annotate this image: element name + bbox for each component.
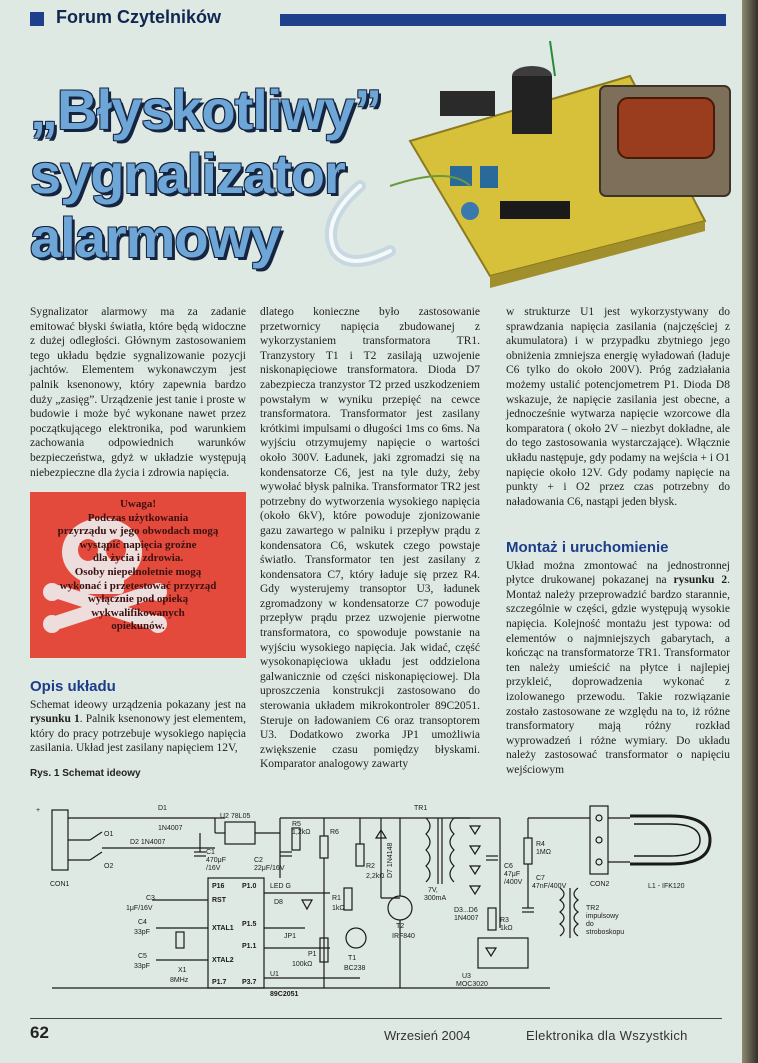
d8-led xyxy=(302,900,312,909)
small-capacitor xyxy=(480,166,498,188)
label-t2-value: IRF840 xyxy=(392,933,415,940)
tr1-secondary xyxy=(450,818,454,882)
label-jp1: JP1 xyxy=(284,933,297,940)
label-c3-value: 1μF/16V xyxy=(126,905,153,912)
opis-text: Schemat ideowy urządzenia pokazany jest na xyxy=(30,698,246,711)
u3-optocoupler xyxy=(478,938,528,968)
warning-line: wystąpić napięcia groźne xyxy=(79,538,197,551)
headline-line-1: „Błyskotliwy” xyxy=(30,78,382,141)
warning-line: wykwalifikowanych xyxy=(91,606,185,619)
r4-resistor xyxy=(524,838,532,864)
label-c7-value: 47nF/400V xyxy=(532,883,567,890)
label-p1-value: 100kΩ xyxy=(292,961,313,968)
label-d2: D2 1N4007 xyxy=(130,839,166,846)
xenon-tube xyxy=(331,186,390,261)
middle-column xyxy=(260,305,480,772)
section-title: Forum Czytelników xyxy=(56,7,222,27)
label-o2: O2 xyxy=(104,863,114,870)
label-c6-voltage: /400V xyxy=(504,879,523,886)
schematic-diagram xyxy=(30,788,730,1000)
trimmer-potentiometer xyxy=(461,202,479,220)
label-u1: U1 xyxy=(270,971,279,978)
label-r2: R2 xyxy=(366,863,375,870)
headline-line-2: sygnalizator xyxy=(30,142,345,205)
label-c7: C7 xyxy=(536,875,545,882)
figure-reference: rysunku 1 xyxy=(30,713,80,726)
section-rule xyxy=(280,14,726,26)
r1-resistor xyxy=(344,888,352,910)
relay-block xyxy=(440,91,495,116)
label-c1: C1 xyxy=(206,849,215,856)
opis-section xyxy=(30,680,246,756)
con2-connector xyxy=(590,806,608,874)
intro-paragraph: Sygnalizator alarmowy ma za zadanie emitować błyski światła, które będą widoczne z dużej odległości. Głównym zastosowaniem tego układu będzie sygnalizowanie pozycji jachtów. Elementem wykonawczym jest palnik ksenonowy, który zapewnia bardzo duży „zasięg”. Urządzenie jest tanie i proste w budowie i może być wykonane nawet przez początkującego elektronika, pod warunkiem zachowania odpowiednich warunków bezpieczeństwa, gdyż w układzie występują niebezpieczne dla życia i zdrowia napięcia. xyxy=(30,306,246,479)
label-c2: C2 xyxy=(254,857,263,864)
warning-line: przyrządu w jego obwodach mogą xyxy=(57,525,219,538)
section-header xyxy=(30,6,726,32)
x1-crystal xyxy=(176,932,184,948)
label-u3-value: MOC3020 xyxy=(456,981,488,988)
label-r2-value: 2,2kΩ xyxy=(366,873,385,880)
headline-line-3: alarmowy xyxy=(30,206,281,269)
tr2-secondary xyxy=(574,888,578,936)
label-p1: P1 xyxy=(308,951,317,958)
small-capacitor xyxy=(450,166,472,186)
label-pin-p15: P1.5 xyxy=(242,921,257,928)
label-r3: R3 xyxy=(500,917,509,924)
d3-diode xyxy=(470,826,480,834)
label-t1: T1 xyxy=(348,955,357,962)
d4-diode xyxy=(470,846,480,854)
label-r4: R4 xyxy=(536,841,545,848)
opis-text: . Palnik ksenonowy jest elementem, który do pracy potrzebuje wysokiego napięcia zasilania. Układ jest zasilany napięciem 12V, xyxy=(30,713,246,755)
figure-reference: rysunku 2 xyxy=(673,574,728,587)
label-tr1: TR1 xyxy=(414,805,428,812)
label-pin-xtal1: XTAL1 xyxy=(212,925,234,932)
warning-line: dla życia i zdrowia. xyxy=(92,552,184,565)
xenon-tube-symbol xyxy=(630,816,710,864)
label-r5: R5 xyxy=(292,821,301,828)
r3-resistor xyxy=(488,908,496,930)
montaz-section xyxy=(506,541,730,778)
label-x1: X1 xyxy=(178,967,187,974)
label-t2: T2 xyxy=(396,923,405,930)
label-o1: O1 xyxy=(104,831,114,838)
label-u2: U2 78L05 xyxy=(220,813,251,820)
footer-rule xyxy=(30,1018,722,1019)
label-c1-value: 470μF xyxy=(206,857,226,864)
label-d7: D7 1N4148 xyxy=(387,842,394,878)
label-pin-p11: P1.1 xyxy=(242,943,257,950)
label-u1-value: 89C2051 xyxy=(270,991,299,998)
label-pin-p17: P1.7 xyxy=(212,979,227,986)
t1-transistor xyxy=(346,928,366,948)
label-tr2-purpose: stroboskopu xyxy=(586,929,625,936)
label-c3: C3 xyxy=(146,895,155,902)
label-d8: D8 xyxy=(274,899,283,906)
label-pin-xtal2: XTAL2 xyxy=(212,957,234,964)
label-r6: R6 xyxy=(330,829,339,836)
transformer-coil xyxy=(618,98,714,158)
label-u3: U3 xyxy=(462,973,471,980)
section-marker xyxy=(30,12,44,26)
figure-caption: Rys. 1 Schemat ideowy xyxy=(30,768,141,779)
label-tr2-type: impulsowy xyxy=(586,913,619,920)
label-c6: C6 xyxy=(504,863,513,870)
label-tr1-voltage: 7V, xyxy=(428,887,438,894)
page-binding-edge xyxy=(742,0,758,1063)
label-pin-p37: P3.7 xyxy=(242,979,257,986)
r2-resistor xyxy=(356,844,364,866)
label-led: LED G xyxy=(270,883,292,890)
label-d1: D1 xyxy=(158,805,167,812)
warning-box xyxy=(30,492,246,658)
label-c2-value: 22μF/16V xyxy=(254,865,285,872)
label-c5-value: 33pF xyxy=(134,963,150,970)
label-c4-value: 33pF xyxy=(134,929,150,936)
label-con1: CON1 xyxy=(50,881,70,888)
right-column xyxy=(506,305,730,509)
u2-regulator xyxy=(225,822,255,844)
label-t1-value: BC238 xyxy=(344,965,366,972)
electrolytic-capacitor xyxy=(512,76,552,134)
montaz-text: Układ można zmontować na jednostronnej płytce drukowanej pokazanej na xyxy=(506,559,730,587)
label-con2: CON2 xyxy=(590,881,610,888)
label-l1: L1 - IFK120 xyxy=(648,883,685,890)
con1-connector xyxy=(52,810,68,870)
warning-text xyxy=(30,498,246,634)
tr1-primary xyxy=(426,818,430,882)
issue-date: Wrzesień 2004 xyxy=(384,1028,471,1043)
label-r1: R1 xyxy=(332,895,341,902)
warning-title: Uwaga! xyxy=(119,498,157,510)
label-tr2-for: do xyxy=(586,921,594,928)
label-pin-p10: P1.0 xyxy=(242,883,257,890)
wire xyxy=(550,41,555,76)
label-c5: C5 xyxy=(138,953,147,960)
warning-line: wykonać i przetestować przyrząd xyxy=(59,579,217,592)
middle-paragraph: dlatego konieczne było zastosowanie przetwornicy napięcia zbudowanej z wykorzystaniem transformatora TR1. Tranzystory T1 i T2 zasilają uzwojenie niskonapięciowe transformatora. Dioda D7 zabezpiecza tranzystor T2 przed uszkodzeniem powstałym w wyniku przepięć na cewce transformatora. Transformator jest zasilany krótkimi impulsami o długości 1ms co 6ms. Na wyjściu otrzymujemy napięcie o wartości około 300V. Ładunek, jaki zgromadzi się na kondensatorze C6, jest na tyle duży, żeby wywołać błysk palnika. Transformator TR2 jest potrzebny do wytworzenia wysokiego napięcia (około 6kV), które powoduje zjonizowanie gazu zawartego w palniku i przepływ prądu z kondensatora C6, wskutek czego powstaje światło. Transformator ten jest zasilany z kondensatora C7, który ładuje się przez R4. Gdy wysterujemy transoptor U3, ładunek zgromadzony w kondensatorze C7 powoduje przepływ prądu przez uzwojenie pierwotne transformatora, co spowoduje powstanie na wyjściu wysokiego napięcia. Jak widać, część wysokonapięciowa układu jest oddzielona galwanicznie od części niskonapięciowej. Dla uproszczenia konstrukcji zastosowano do sterowania układem mikrokontroler 89C2051. Steruje on ładowaniem C6 oraz transoptorem U3. Dodatkowo zworka JP1 umożliwia zwiększenie czasu pomiędzy błyskami. Komparator analogowy zawarty xyxy=(260,306,480,771)
warning-line: Podczas użytkowania xyxy=(87,511,189,524)
d5-diode xyxy=(470,866,480,874)
tr2-primary xyxy=(560,888,564,936)
label-tr1-current: 300mA xyxy=(424,895,447,902)
warning-line: opiekunów. xyxy=(111,620,165,633)
label-d3-d6-value: 1N4007 xyxy=(454,915,479,922)
label-plus: + xyxy=(36,807,41,814)
label-pin-rst: RST xyxy=(212,897,226,904)
label-x1-value: 8MHz xyxy=(170,977,189,984)
label-d1-value: 1N4007 xyxy=(158,825,183,832)
right-paragraph: w strukturze U1 jest wykorzystywany do sprawdzania napięcia zasilania (najczęściej z akumulatora) i w przypadku zbytniego jego obniżenia zmniejsza energię wyładowań (ładuje C6 tylko do około 200V). Próg zadziałania możemy ustalić potencjometrem P1. Dioda D8 wskazuje, że napięcie zasilania jest obecne, a jednocześnie wytwarza napięcie wzorcowe dla komparatora ( około 2V – niezbyt dokładne, ale do tego zastosowania wystarczające). Włącznie układu następuje, gdy podamy na wejścia + i O1 napięcie około 12V. Gdy podamy napięcie na punkty + i O2 przez czas potrzebny do naładowania C6, nastąpi jeden błysk. xyxy=(506,306,730,508)
label-c1-voltage: /16V xyxy=(206,865,221,872)
label-r1-value: 1kΩ xyxy=(332,905,345,912)
label-c4: C4 xyxy=(138,919,147,926)
label-c6-value: 47μF xyxy=(504,871,521,878)
label-r4-value: 1MΩ xyxy=(536,849,551,856)
u3-led xyxy=(486,948,496,956)
intro-column xyxy=(30,305,246,480)
t2-transistor xyxy=(388,896,412,920)
microcontroller-chip xyxy=(500,201,570,219)
magazine-name: Elektronika dla Wszystkich xyxy=(526,1028,688,1043)
d6-diode xyxy=(470,886,480,894)
opis-heading: Opis układu xyxy=(30,678,116,695)
label-pin-p16: P16 xyxy=(212,883,225,890)
device-photo xyxy=(300,36,742,301)
u1-microcontroller xyxy=(208,878,264,988)
r6-resistor xyxy=(320,836,328,858)
warning-line: Osoby niepełnoletnie mogą xyxy=(74,565,202,578)
montaz-heading: Montaż i uruchomienie xyxy=(506,539,669,556)
label-r3-value: 1kΩ xyxy=(500,925,513,932)
montaz-text: . Montaż należy przeprowadzić bardzo starannie, szczególnie w części, gdzie występują wysokie napięcia. Kolejność montażu jest typowa: od elementów o najmniejszych gabarytach, a kończąc na transformatorze TR1. Transformator ten należy umieścić na płytce i najlepiej przykleić, doprowadzenia wykonać z izolowanego przewodu. Takie rozwiązanie zostało zastosowane ze względu na to, iż różne transformatory mają różny rozkład wyprowadzeń i różne wymiary. Do układu należy zastosować transformator o napięciu wejściowym xyxy=(506,574,730,776)
warning-line: wyłącznie pod opieką xyxy=(87,593,189,606)
label-d3-d6: D3...D6 xyxy=(454,907,478,914)
label-tr2: TR2 xyxy=(586,905,600,912)
label-r5-value: 1,2kΩ xyxy=(292,829,311,836)
page-number: 62 xyxy=(30,1023,49,1042)
